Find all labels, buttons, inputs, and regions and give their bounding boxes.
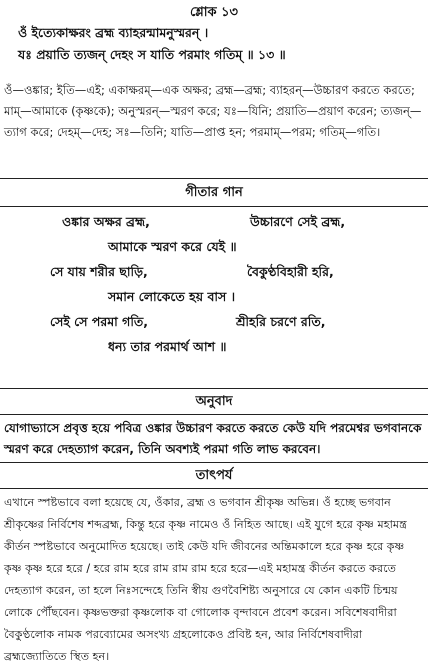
purport-body <box>4 492 424 668</box>
divider <box>0 414 428 415</box>
song-line: বৈকুণ্ঠবিহারী হরি, <box>247 264 334 279</box>
sanskrit-line-2: যঃ প্রয়াতি ত্যজন্ দেহং স যাতি পরমাং গতিম্ ॥ ১৩ ॥ <box>18 47 286 62</box>
song-line: ওঙ্কার অক্ষর ব্রহ্ম, <box>62 214 150 229</box>
divider <box>0 388 428 389</box>
divider <box>0 178 428 179</box>
song-line: শ্রীহরি চরণে রতি, <box>236 314 326 329</box>
song-line: সমান লোকেতে হয় বাস । <box>108 289 236 304</box>
purport-heading: তাৎপর্য <box>195 468 233 483</box>
purport-text: এখানে স্পষ্টভাবে বলা হয়েছে যে, ওঁকার, ব্রহ্ম ও ভগবান শ্রীকৃষ্ণ অভিন্ন। ওঁ হচ্ছে ভগবান শ্রীকৃষ্ণের নির্বিশেষ শব্দব্রহ্ম, কিন্তু হরে কৃষ্ণ নামেও ওঁ নিহিত আছে। এই যুগে হরে কৃষ্ণ মহামন্ত্র কীর্তন স্পষ্টভাবে অনুমোদিত হয়েছে। তাই কেউ যদি জীবনের অন্তিমকালে হরে কৃষ্ণ হরে কৃষ্ণ কৃষ্ণ কৃষ্ণ হরে হরে / হরে রাম হরে রাম রাম রাম হরে হরে—এই মহামন্ত্র কীর্তন করতে করতে দেহত্যাগ করেন, তা হলে নিঃসন্দেহে তিনি স্বীয় গুণবৈশিষ্ট্য অনুসারে যে কোন একটি চিন্ময় লোকে পৌঁছবেন। কৃষ্ণভক্তরা কৃষ্ণলোক বা গোলোক বৃন্দাবনে প্রবেশ করেন। সবিশেষবাদীরা বৈকুণ্ঠলোক নামক পরব্যোমের অসংখ্য গ্রহলোকেও প্রবিষ্ট হন, আর নির্বিশেষবাদীরা ব্রহ্মজ্যোতিতে স্থিত হন। <box>4 496 407 663</box>
song-line: সে যায় শরীর ছাড়ি, <box>50 264 148 279</box>
translation-text: যোগাভ্যাসে প্রবৃত্ত হয়ে পবিত্র ওঙ্কার উচ্চারণ করতে করতে কেউ যদি পরমেশ্বর ভগবানকে স্মরণ করে দেহত্যাগ করেন, তিনি অবশ্যই পরমা গতি লাভ করবেন। <box>4 421 422 456</box>
divider <box>0 206 428 207</box>
divider <box>0 462 428 463</box>
song-line: ধন্য তার পরমার্থ আশ ॥ <box>108 339 227 354</box>
song-line: আমাকে স্মরণ করে যেই ॥ <box>108 239 237 254</box>
song-line: উচ্চারণে সেই ব্রহ্ম, <box>250 214 346 229</box>
verse-number: শ্লোক ১৩ <box>189 5 239 20</box>
divider <box>0 488 428 489</box>
sanskrit-line-1: ওঁ ইত্যেকাক্ষরং ব্রহ্ম ব্যাহরন্মামনুস্মরন্ । <box>18 25 209 40</box>
song-heading: গীতার গান <box>185 185 243 200</box>
translation-heading: অনুবাদ <box>195 394 233 409</box>
song-line: সেই সে পরমা গতি, <box>50 314 149 329</box>
word-meanings: ওঁ—ওঙ্কার; ইতি—এই; একাক্ষরম্—এক অক্ষর; ব্রহ্ম—ব্রহ্ম; ব্যাহরন্—উচ্চারণ করতে করতে; মাম্—আমাকে (কৃষ্ণকে); অনুস্মরন্—স্মরণ করে; যঃ—যিনি; প্রয়াতি—প্রয়াণ করেন; ত্যজন্—ত্যাগ করে; দেহম্—দেহ; সঃ—তিনি; যাতি—প্রাপ্ত হন; পরমাম্—পরম; গতিম্—গতি। <box>4 83 422 139</box>
